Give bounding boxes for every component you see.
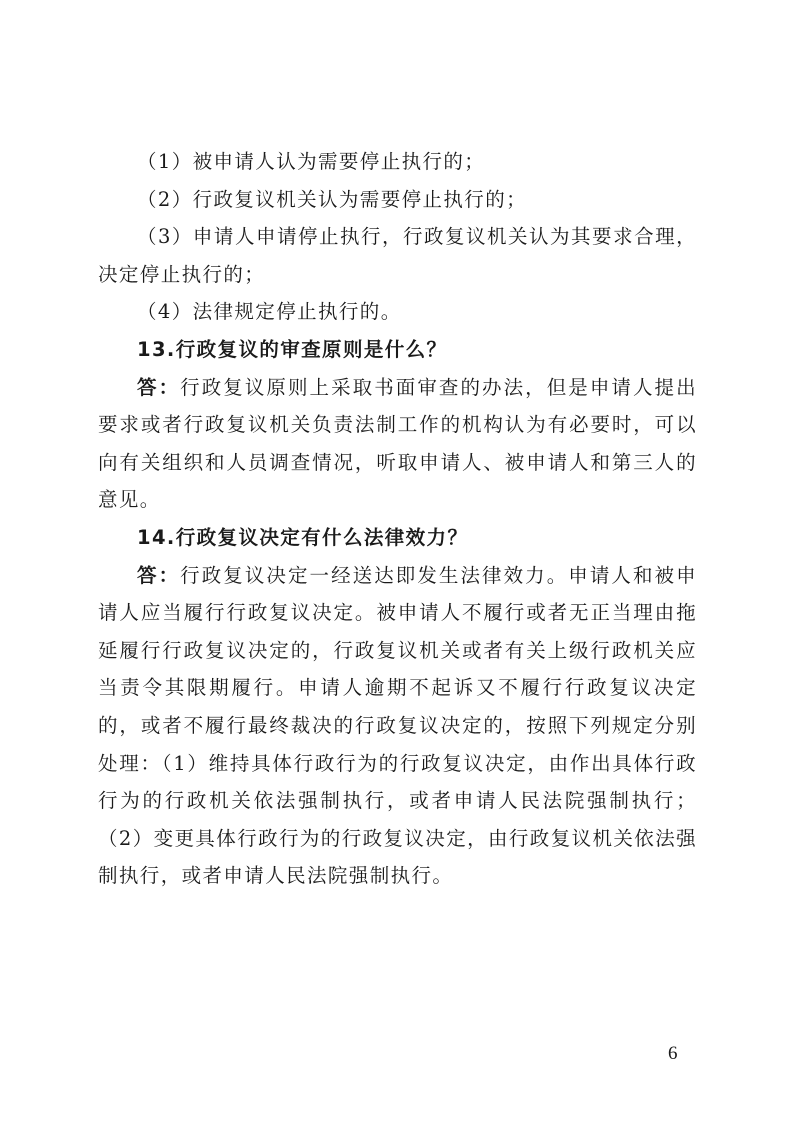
page-content (98, 143, 697, 895)
answer-text: 行政复议原则上采取书面审查的办法，但是申请人提出要求或者行政复议机关负责法制工作的机构认为有必要时，可以向有关组织和人员调查情况，听取申请人、被申请人和第三人的意见。 (98, 375, 697, 512)
answer-text: 行政复议决定一经送达即发生法律效力。申请人和被申请人应当履行行政复议决定。被申请人不履行或者无正当理由拖延履行行政复议决定的，行政复议机关或者有关上级行政机关应当责令其限期履行。申请人逾期不起诉又不履行行政复议决定的，或者不履行最终裁决的行政复议决定的，按照下列规定分别处理：（1）维持具体行政行为的行政复议决定，由作出具体行政行为的行政机关依法强制执行，或者申请人民法院强制执行；（2）变更具体行政行为的行政复议决定，由行政复议机关依法强制执行，或者申请人民法院强制执行。 (98, 563, 698, 888)
question-14-heading: 14.行政复议决定有什么法律效力？ (137, 525, 469, 549)
list-item-1: （1）被申请人认为需要停止执行的； (137, 150, 486, 173)
list-item-3: （3）申请人申请停止执行，行政复议机关认为其要求合理，决定停止执行的； (98, 225, 697, 286)
answer-label: 答： (137, 375, 181, 399)
list-item-4: （4）法律规定停止执行的。 (137, 300, 402, 324)
question-13-heading: 13.行政复议的审查原则是什么？ (137, 337, 448, 361)
list-item-2: （2）行政复议机关认为需要停止执行的； (137, 187, 528, 211)
question-13-answer (98, 369, 697, 519)
answer-label: 答： (137, 563, 181, 587)
page-number: 6 (668, 1043, 678, 1064)
question-14-answer (98, 557, 697, 895)
